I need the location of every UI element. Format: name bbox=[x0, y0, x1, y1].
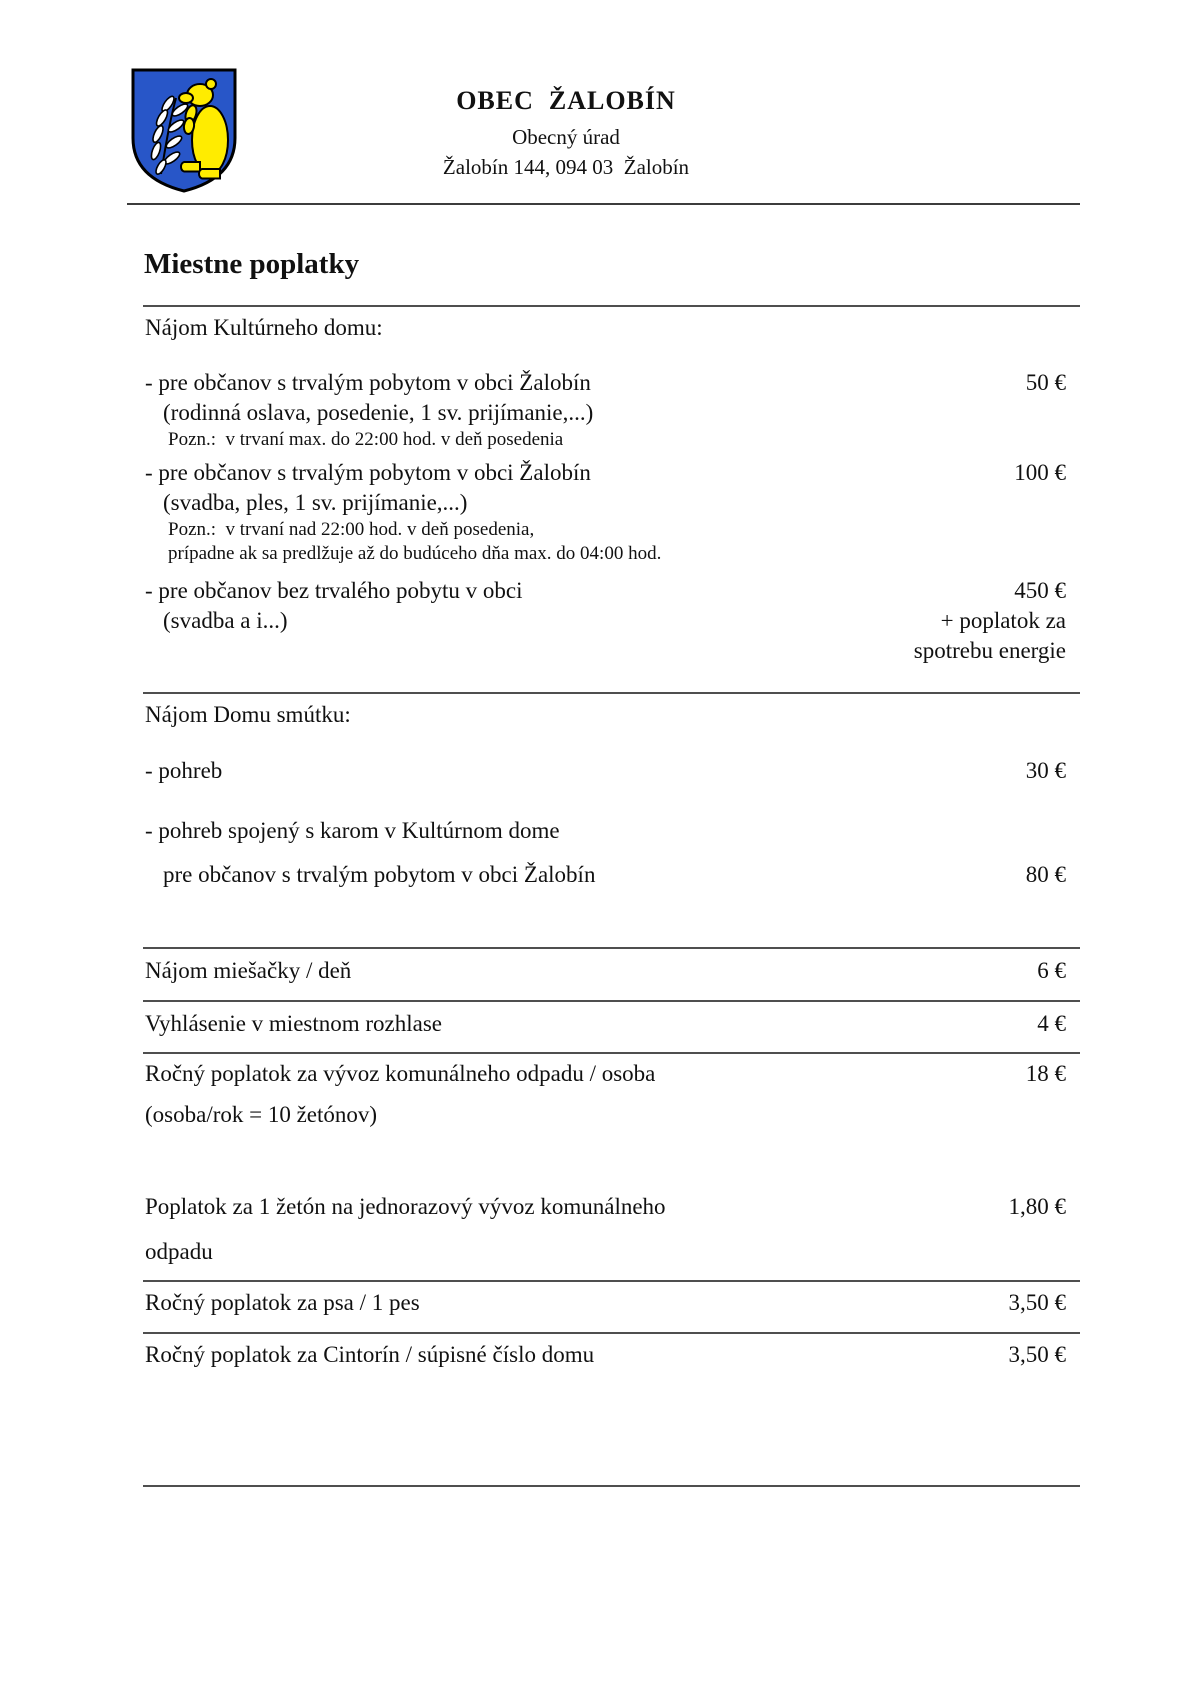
section-heading: Nájom Kultúrneho domu: bbox=[145, 315, 383, 340]
fee-item bbox=[143, 458, 1080, 566]
fee-note: Pozn.: v trvaní max. do 22:00 hod. v deň posedenia bbox=[168, 429, 564, 450]
fee-item bbox=[143, 576, 1080, 666]
fee-price: 1,80 € bbox=[1008, 1194, 1066, 1219]
row-miesacka bbox=[143, 947, 1080, 1000]
fee-label: - pre občanov bez trvalého pobytu v obci bbox=[145, 578, 523, 603]
fee-item bbox=[143, 1059, 1080, 1089]
fee-label: Poplatok za 1 žetón na jednorazový vývoz komunálneho bbox=[145, 1194, 666, 1219]
fee-price: 3,50 € bbox=[1008, 1290, 1066, 1315]
fee-note: Pozn.: v trvaní nad 22:00 hod. v deň posedenia, bbox=[168, 519, 535, 540]
fee-label: Vyhlásenie v miestnom rozhlase bbox=[145, 1011, 443, 1036]
fee-label: - pre občanov s trvalým pobytom v obci Žalobín bbox=[145, 370, 591, 395]
office-line: Obecný úrad bbox=[512, 125, 620, 149]
header-divider bbox=[127, 203, 1080, 205]
fee-sublabel: (svadba a i...) bbox=[163, 608, 288, 633]
fee-item bbox=[143, 1100, 1080, 1130]
fee-item bbox=[143, 1192, 1080, 1222]
row-pes bbox=[143, 1280, 1080, 1332]
fee-label: Ročný poplatok za Cintorín / súpisné číslo domu bbox=[145, 1342, 595, 1367]
letterhead bbox=[130, 86, 1002, 180]
fee-price: 30 € bbox=[1025, 758, 1066, 783]
fee-price: 80 € bbox=[1025, 862, 1066, 887]
section-kulturny-dom bbox=[143, 305, 1080, 692]
fees-table bbox=[143, 305, 1080, 1487]
row-cintorin bbox=[143, 1332, 1080, 1487]
fee-price: 6 € bbox=[1037, 958, 1066, 983]
fee-note: prípadne ak sa predlžuje až do budúceho dňa max. do 04:00 hod. bbox=[168, 543, 662, 564]
fee-label: - pohreb bbox=[145, 758, 223, 783]
page-title: Miestne poplatky bbox=[144, 248, 360, 280]
fee-label: Ročný poplatok za psa / 1 pes bbox=[145, 1290, 420, 1315]
fee-price: 18 € bbox=[1025, 1061, 1066, 1086]
fee-sublabel: (rodinná oslava, posedenie, 1 sv. prijímanie,...) bbox=[163, 400, 594, 425]
fee-label: Nájom miešačky / deň bbox=[145, 958, 352, 983]
section-heading: Nájom Domu smútku: bbox=[145, 702, 351, 727]
fee-item bbox=[143, 756, 1080, 786]
fee-price: 450 € bbox=[1014, 578, 1066, 603]
fee-price: 50 € bbox=[1025, 370, 1066, 395]
fee-price-note: spotrebu energie bbox=[913, 638, 1066, 663]
address-line: Žalobín 144, 094 03 Žalobín bbox=[442, 155, 690, 179]
section-dom-smutku bbox=[143, 692, 1080, 947]
fee-item bbox=[143, 1237, 1080, 1267]
fee-price: 3,50 € bbox=[1008, 1342, 1066, 1367]
fee-item bbox=[143, 816, 1080, 846]
fee-price: 100 € bbox=[1014, 460, 1066, 485]
fee-sublabel: odpadu bbox=[145, 1239, 213, 1264]
fee-sublabel: (svadba, ples, 1 sv. prijímanie,...) bbox=[163, 490, 468, 515]
fee-item bbox=[143, 368, 1080, 452]
fee-price: 4 € bbox=[1037, 1011, 1066, 1036]
fee-item bbox=[143, 860, 1080, 890]
org-name: OBEC ŽALOBÍN bbox=[456, 86, 676, 115]
fee-label: Ročný poplatok za vývoz komunálneho odpadu / osoba bbox=[145, 1061, 656, 1086]
fee-label: - pre občanov s trvalým pobytom v obci Žalobín bbox=[145, 460, 591, 485]
row-rozhlas bbox=[143, 1000, 1080, 1052]
fee-label: - pohreb spojený s karom v Kultúrnom dome bbox=[145, 818, 560, 843]
section-odpad bbox=[143, 1052, 1080, 1280]
fee-price-note: + poplatok za bbox=[940, 608, 1066, 633]
fee-sublabel: (osoba/rok = 10 žetónov) bbox=[145, 1102, 378, 1127]
fee-sublabel: pre občanov s trvalým pobytom v obci Žalobín bbox=[163, 862, 596, 887]
